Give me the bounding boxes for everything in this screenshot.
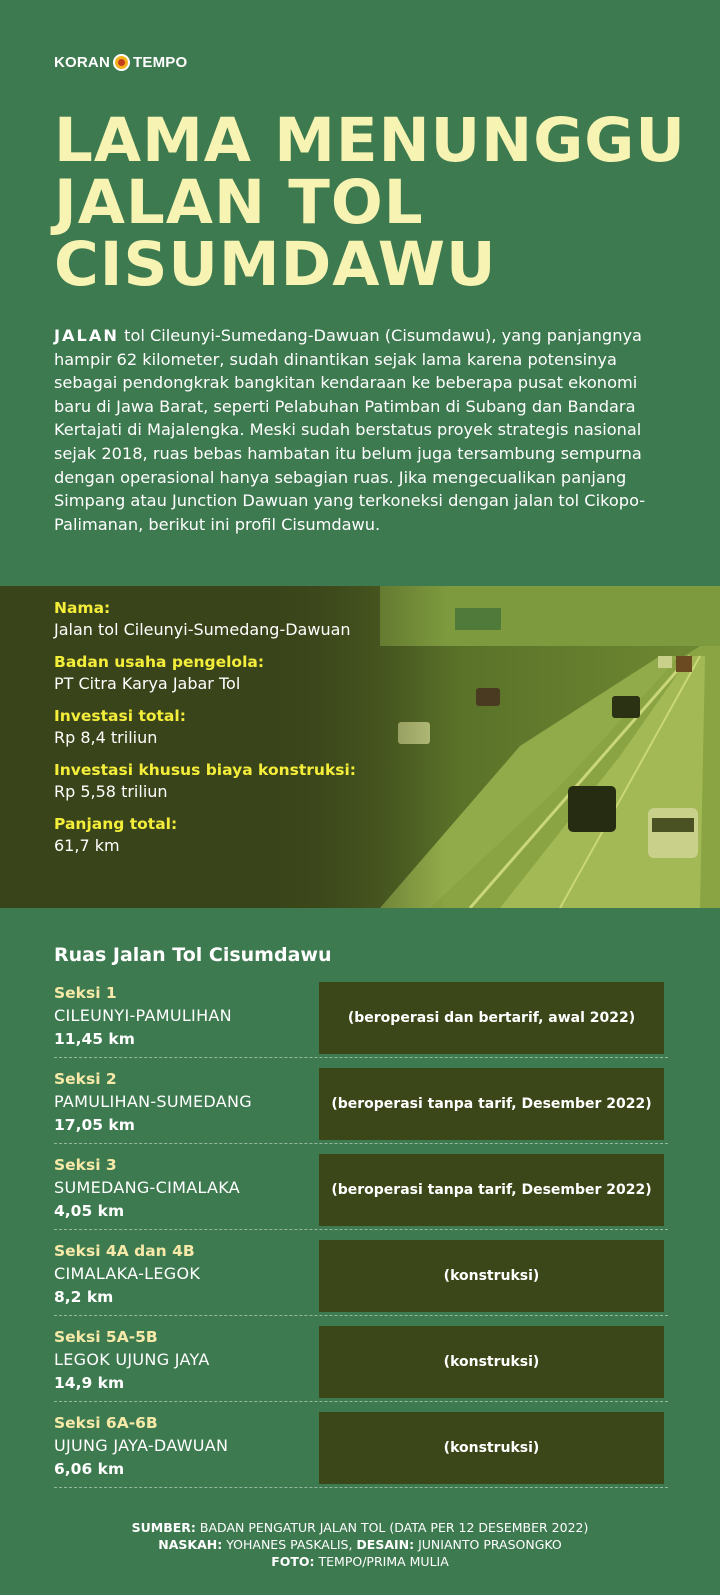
sections-list <box>54 972 668 1488</box>
credit-photo <box>0 1553 720 1570</box>
credit-label: NASKAH: <box>158 1537 223 1552</box>
field-value: Rp 5,58 triliun <box>54 782 168 801</box>
credit-label: FOTO: <box>271 1554 315 1569</box>
section-row <box>54 972 668 1058</box>
section-name: Seksi 1 <box>54 984 117 1002</box>
credit-value: YOHANES PASKALIS, <box>226 1537 353 1552</box>
section-name: Seksi 4A dan 4B <box>54 1242 195 1260</box>
section-route: PAMULIHAN-SUMEDANG <box>54 1092 252 1111</box>
page-title <box>54 105 686 300</box>
sections-title: Ruas Jalan Tol Cisumdawu <box>54 944 332 966</box>
section-status: (konstruksi) <box>319 1412 664 1484</box>
section-status: (beroperasi dan bertarif, awal 2022) <box>319 982 664 1054</box>
section-row <box>54 1402 668 1488</box>
section-status: (konstruksi) <box>319 1326 664 1398</box>
section-length: 14,9 km <box>54 1374 125 1392</box>
section-status: (beroperasi tanpa tarif, Desember 2022) <box>319 1154 664 1226</box>
section-route: CIMALAKA-LEGOK <box>54 1264 201 1283</box>
section-length: 17,05 km <box>54 1116 135 1134</box>
section-status: (beroperasi tanpa tarif, Desember 2022) <box>319 1068 664 1140</box>
credit-source <box>0 1519 720 1536</box>
section-length: 6,06 km <box>54 1460 125 1478</box>
section-name: Seksi 3 <box>54 1156 117 1174</box>
profile-field-name <box>54 598 356 641</box>
profile-field-length <box>54 814 356 857</box>
section-status: (konstruksi) <box>319 1240 664 1312</box>
title-line-2: JALAN TOL <box>54 167 424 238</box>
section-length: 11,45 km <box>54 1030 135 1048</box>
profile-list <box>54 598 356 868</box>
field-label: Investasi total: <box>54 707 186 725</box>
credit-value: TEMPO/PRIMA MULIA <box>318 1554 449 1569</box>
profile-field-operator <box>54 652 356 695</box>
field-label: Badan usaha pengelola: <box>54 653 265 671</box>
profile-field-investment <box>54 706 356 749</box>
section-name: Seksi 2 <box>54 1070 117 1088</box>
section-row <box>54 1316 668 1402</box>
section-route: SUMEDANG-CIMALAKA <box>54 1178 241 1197</box>
section-route: CILEUNYI-PAMULIHAN <box>54 1006 232 1025</box>
section-row <box>54 1058 668 1144</box>
credits-footer <box>0 1519 720 1570</box>
field-label: Nama: <box>54 599 111 617</box>
title-line-3: CISUMDAWU <box>54 229 497 300</box>
field-value: 61,7 km <box>54 836 120 855</box>
section-row <box>54 1230 668 1316</box>
koran-tempo-logo <box>54 54 187 71</box>
logo-text-left: KORAN <box>54 54 110 71</box>
profile-panel <box>0 586 720 908</box>
field-value: PT Citra Karya Jabar Tol <box>54 674 241 693</box>
intro-text: tol Cileunyi-Sumedang-Dawuan (Cisumdawu), yang panjangnya hampir 62 kilometer, sudah dinantikan sejak lama karena potensinya sebagai pendongkrak bangkitan kendaraan ke beberapa pusat ekonomi baru di Jawa Barat, seperti Pelabuhan Patimban di Subang dan Bandara Kertajati di Majalengka. Meski sudah berstatus proyek strategis nasional sejak 2018, ruas bebas hambatan itu belum juga tersambung sempurna dengan operasional hanya sebagian ruas. Jika mengecualikan panjang Simpang atau Junction Dawuan yang terkoneksi dengan jalan tol Cikopo-Palimanan, berikut ini profil Cisumdawu. <box>54 326 646 534</box>
field-value: Jalan tol Cileunyi-Sumedang-Dawuan <box>54 620 351 639</box>
section-route: LEGOK UJUNG JAYA <box>54 1350 210 1369</box>
section-row <box>54 1144 668 1230</box>
section-route: UJUNG JAYA-DAWUAN <box>54 1436 229 1455</box>
profile-field-construction-cost <box>54 760 356 803</box>
intro-paragraph <box>54 324 674 536</box>
title-line-1: LAMA MENUNGGU <box>54 105 686 176</box>
credit-authors <box>0 1536 720 1553</box>
credit-label: SUMBER: <box>131 1520 196 1535</box>
credit-value: BADAN PENGATUR JALAN TOL (DATA PER 12 DESEMBER 2022) <box>199 1520 589 1535</box>
section-name: Seksi 6A-6B <box>54 1414 158 1432</box>
section-name: Seksi 5A-5B <box>54 1328 158 1346</box>
tempo-seal-icon <box>113 54 130 71</box>
credit-label: DESAIN: <box>356 1537 415 1552</box>
field-value: Rp 8,4 triliun <box>54 728 158 747</box>
field-label: Panjang total: <box>54 815 178 833</box>
logo-text-right: TEMPO <box>133 54 188 71</box>
intro-lead: JALAN <box>54 326 119 345</box>
field-label: Investasi khusus biaya konstruksi: <box>54 761 356 779</box>
section-length: 8,2 km <box>54 1288 114 1306</box>
section-length: 4,05 km <box>54 1202 125 1220</box>
credit-value: JUNIANTO PRASONGKO <box>418 1537 562 1552</box>
